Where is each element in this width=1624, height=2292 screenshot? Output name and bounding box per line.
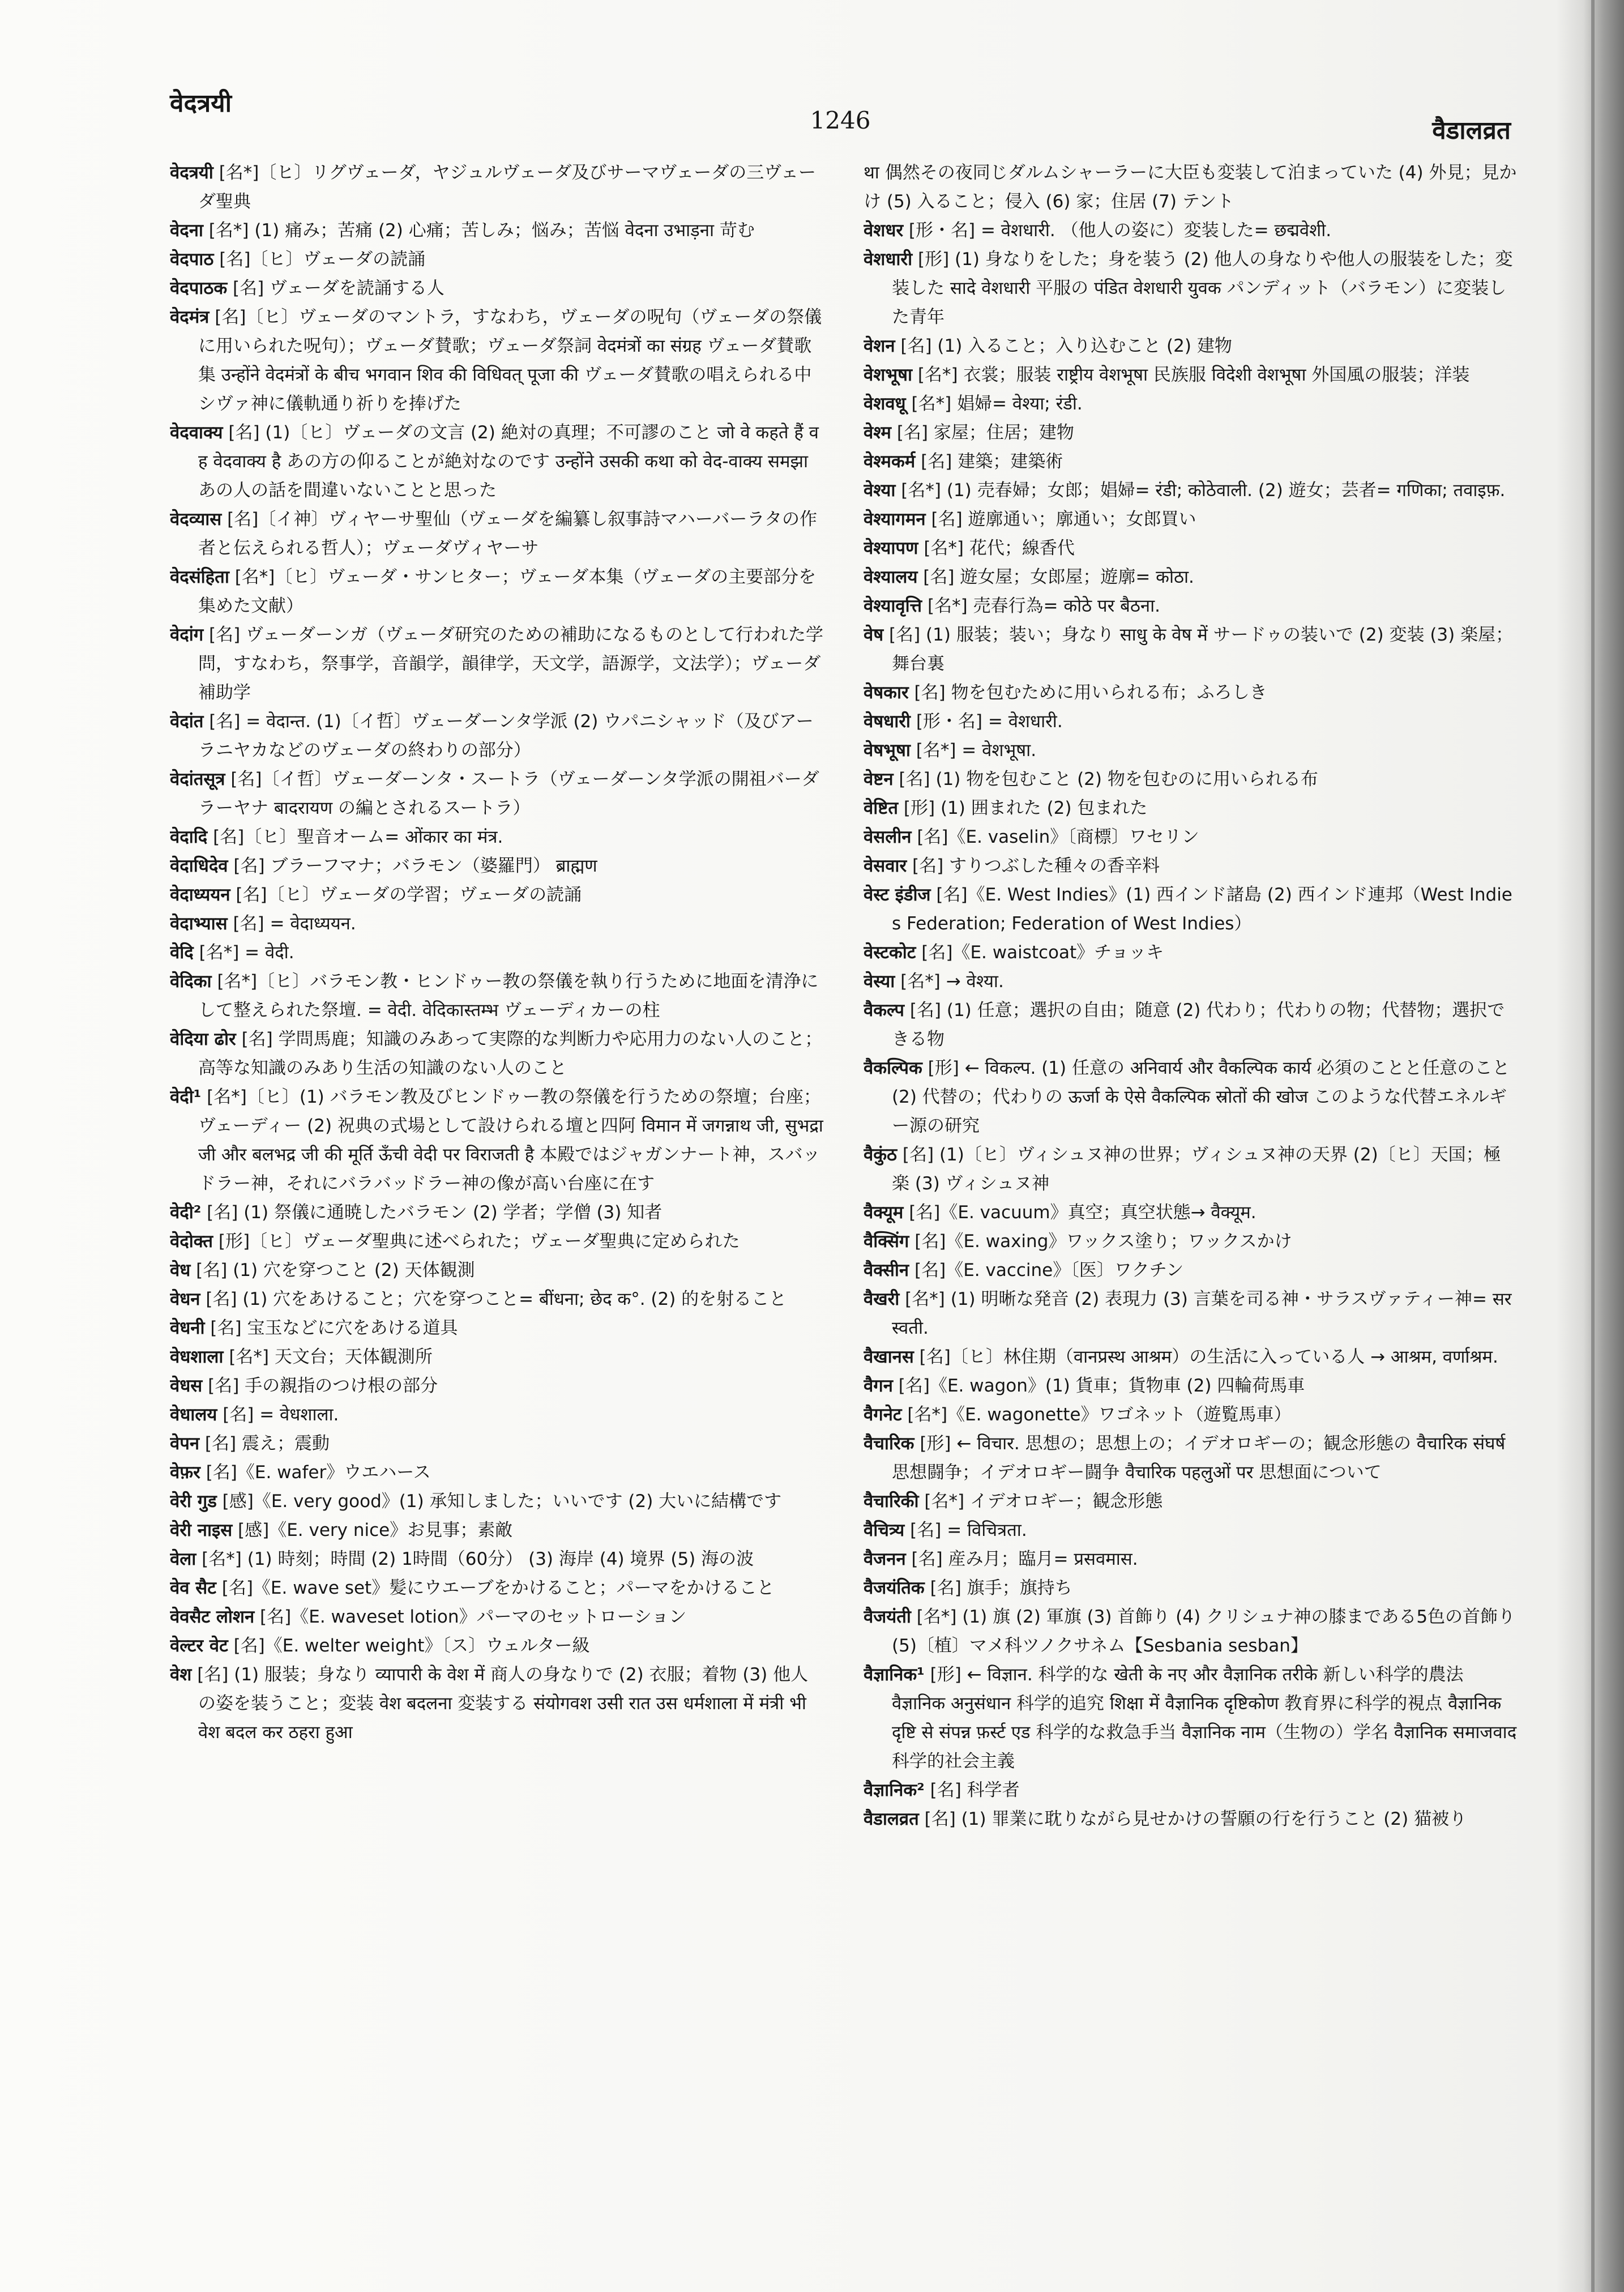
entry-headword: वेश (170, 1664, 192, 1685)
entry-definition: [名] 科学者 (930, 1780, 1020, 1800)
dictionary-entry (864, 852, 1518, 881)
entry-definition: [名*] 花代；線香代 (924, 538, 1075, 558)
dictionary-entry (864, 1343, 1518, 1372)
dictionary-columns (170, 159, 1518, 2265)
entry-definition: था 偶然その夜同じダルムシャーラーに大臣も変装して泊まっていた (4) 外見；見かけ (5) 入ること；侵入 (6) 家；住居 (7) テント (864, 163, 1517, 212)
dictionary-entry (864, 332, 1518, 361)
entry-headword: वैक्सीन (864, 1260, 909, 1281)
dictionary-entry (170, 216, 824, 245)
entry-definition: [名*] 娼婦= वेश्या; रंडी. (911, 394, 1083, 414)
entry-headword: वैडालव्रत (864, 1809, 919, 1829)
dictionary-entry (170, 1661, 824, 1747)
entry-definition: [名*]〔ヒ〕(1) バラモン教及びヒンドゥー教の祭儀を行うための祭壇；台座；ヴェーディー (2) 祝典の式場として設けられる壇と四阿 विमान में जगन्नाथ जी, सुभद्रा जी और बलभद्र जी की मूर्ति ऊँची वेदी पर विराजती है 本殿ではジャガンナート神，スバッドラー神，それにバラバッドラー神の像が高い台座に在す (198, 1087, 823, 1194)
dictionary-entry (170, 1516, 824, 1545)
entry-definition: [名] 遊女屋；女郎屋；遊廓= कोठा. (923, 567, 1194, 587)
entry-definition: [名] 産み月；臨月= प्रसवमास. (911, 1549, 1138, 1569)
dictionary-entry (864, 159, 1518, 216)
entry-definition: [名]《E. vaselin》〔商標〕ワセリン (917, 827, 1199, 847)
dictionary-entry (864, 678, 1518, 707)
dictionary-entry (170, 910, 824, 938)
entry-definition: [名]《E. waxing》ワックス塗り；ワックスかけ (914, 1231, 1292, 1252)
entry-definition: [感]《E. very good》(1) 承知しました；いいです (2) 大いに結構です (222, 1491, 782, 1512)
entry-headword: वैजयंती (864, 1607, 911, 1627)
entry-definition: [名] ブラーフマナ；バラモン（婆羅門） ब्राह्मण (233, 856, 597, 876)
entry-definition: [名]〔ヒ〕ヴェーダのマントラ，すなわち，ヴェーダの呪句（ヴェーダの祭儀に用いられた呪句）；ヴェーダ賛歌；ヴェーダ祭詞 वेदमंत्रों का संग्रह ヴェーダ賛歌集 उन्होंने वेदमंत्रों के बीच भगवान शिव की विधिवत् पूजा की ヴェーダ賛歌の唱えられる中シヴァ神に儀軌通り祈りを捧げた (198, 307, 822, 414)
entry-headword: वेदसंहिता (170, 567, 229, 587)
entry-definition: [名] ヴェーダーンガ（ヴェーダ研究のための補助になるものとして行われた学問，すなわち，祭事学，音韻学，韻律学，天文学，語源学，文法学）；ヴェーダ補助学 (198, 625, 823, 703)
entry-definition: [名] (1) 祭儀に通暁したバラモン (2) 学者；学僧 (3) 知者 (207, 1202, 663, 1223)
entry-definition: [名] (1) 穴をあけること；穴を穿つこと= बींधना; छेद क°. (2) 的を射ること (206, 1289, 787, 1309)
dictionary-entry (864, 1285, 1518, 1343)
entry-definition: [名] 手の親指のつけ根の部分 (208, 1376, 438, 1396)
entry-headword: वैजयंतिक (864, 1578, 925, 1598)
entry-headword: वेदांग (170, 625, 204, 645)
entry-definition: [形・名] = वेशधारी. （他人の姿に）変装した= छद्मवेशी. (908, 220, 1332, 241)
entry-definition: [名] (1) 罪業に耽りながら見せかけの誓願の行を行うこと (2) 猫被り (924, 1809, 1467, 1829)
entry-headword: वेधशाला (170, 1347, 224, 1367)
dictionary-entry (864, 621, 1518, 678)
entry-headword: वेशन (864, 336, 895, 356)
entry-definition: [名]〔イ哲〕ヴェーダーンタ・スートラ（ヴェーダーンタ学派の開祖バーダラーヤナ बादरायण の編とされるスートラ） (198, 769, 819, 818)
entry-definition: [名] = वेदान्त. (1)〔イ哲〕ヴェーダーンタ学派 (2) ウパニシャッド（及びアーラニヤカなどのヴェーダの終わりの部分） (198, 711, 814, 761)
entry-definition: [名] (1) 任意；選択の自由；随意 (2) 代わり；代わりの物；代替物；選択できる物 (892, 1000, 1505, 1049)
entry-definition: [名]《E. West Indies》(1) 西インド諸島 (2) 西インド連邦（West Indies Federation; Federation of West Indies） (892, 885, 1512, 934)
entry-definition: [名*] (1) 痛み；苦痛 (2) 心痛；苦しみ；悩み；苦悩 वेदना उभाड़ना 苛む (208, 220, 755, 241)
entry-headword: वैक्सिंग (864, 1231, 909, 1252)
dictionary-entry (170, 823, 824, 852)
dictionary-entry (864, 881, 1518, 938)
entry-headword: वेरी नाइस (170, 1520, 233, 1540)
dictionary-entry (170, 245, 824, 274)
entry-definition: [形] ← विचार. 思想の；思想上の；イデオロギーの；観念形態の वैचारिक संघर्ष 思想闘争；イデオロギー闘争 वैचारिक पहलुओं पर 思想面について (892, 1433, 1506, 1483)
entry-headword: वेरी गुड (170, 1491, 217, 1512)
entry-definition: [名] = विचित्रता. (910, 1520, 1027, 1540)
entry-definition: [名] すりつぶした種々の香辛料 (912, 856, 1160, 876)
entry-definition: [名] = वेदाध्ययन. (233, 914, 356, 934)
dictionary-entry (864, 476, 1518, 505)
entry-headword: वेला (170, 1549, 196, 1569)
entry-definition: [名] 遊廓通い；廓通い；女郎買い (931, 509, 1196, 530)
entry-headword: वेदादि (170, 827, 208, 847)
entry-definition: [名] = वेधशाला. (223, 1405, 339, 1425)
dictionary-entry (864, 1054, 1518, 1141)
entry-headword: वेश्यापण (864, 538, 918, 558)
dictionary-entry (170, 1227, 824, 1256)
dictionary-entry (170, 1256, 824, 1285)
dictionary-entry (170, 274, 824, 303)
dictionary-entry (864, 419, 1518, 447)
entry-definition: [名*]〔ヒ〕バラモン教・ヒンドゥー教の祭儀を執り行うために地面を清浄にして整えられた祭壇. = वेदी. वेदिकास्तम्भ ヴェーディカーの柱 (198, 971, 819, 1021)
dictionary-entry (864, 216, 1518, 245)
entry-definition: [名*]〔ヒ〕ヴェーダ・サンヒター；ヴェーダ本集（ヴェーダの主要部分を集めた文献） (198, 567, 817, 616)
dictionary-entry (864, 1516, 1518, 1545)
dictionary-entry (170, 419, 824, 505)
entry-headword: वेश्यावृत्ति (864, 596, 922, 616)
entry-definition: [名*]〔ヒ〕リグヴェーダ，ヤジュルヴェーダ及びサーマヴェーダの三ヴェーダ聖典 (198, 163, 817, 212)
dictionary-entry (864, 1401, 1518, 1429)
entry-definition: [名] (1)〔ヒ〕ヴェーダの文言 (2) 絶対の真理；不可謬のこと जो वे कहते हैं वह वेदवाक्य है あの方の仰ることが絶対なのです उन्होंने उसकी कथा को वेद-वाक्य समझा あの人の話を間違いないことと思った (198, 422, 819, 501)
entry-headword: वेदी² (170, 1202, 202, 1223)
entry-headword: वेदवाक्य (170, 422, 223, 443)
entry-headword: वैकल्प (864, 1000, 904, 1021)
entry-definition: [名] 学問馬鹿；知識のみあって実際的な判断力や応用力のない人のこと；高等な知識のみあり生活の知識のない人のこと (198, 1029, 823, 1078)
entry-definition: [名] (1) 入ること；入り込むこと (2) 建物 (900, 336, 1232, 356)
entry-headword: वैखरी (864, 1289, 900, 1309)
entry-headword: वेश्यागमन (864, 509, 926, 530)
entry-definition: [名*] (1) 売春婦；女郎；娼婦= रंडी; कोठेवाली. (2) 遊女；芸者= गणिका; तवाइफ़. (901, 480, 1506, 501)
entry-definition: [形]〔ヒ〕ヴェーダ聖典に述べられた；ヴェーダ聖典に定められた (218, 1231, 740, 1252)
dictionary-entry (170, 1458, 824, 1487)
entry-definition: [名*] = वेशभूषा. (916, 740, 1037, 761)
entry-definition: [名]《E. welter weight》〔ス〕ウェルター級 (233, 1636, 590, 1656)
entry-headword: वेशधारी (864, 249, 913, 270)
entry-headword: वेदोक्त (170, 1231, 213, 1252)
entry-definition: [名*] (1) 明晰な発音 (2) 表現力 (3) 言葉を司る神・サラスヴァティー神= सरस्वती. (892, 1289, 1512, 1338)
entry-headword: वैगनेट (864, 1405, 902, 1425)
dictionary-entry (170, 1372, 824, 1401)
dictionary-entry (170, 505, 824, 563)
guide-word-left: वेदत्रयी (170, 89, 232, 118)
entry-headword: वेसवार (864, 856, 907, 876)
dictionary-entry (170, 852, 824, 881)
entry-headword: वेधनी (170, 1318, 205, 1338)
entry-definition: [名*]《E. wagonette》ワゴネット（遊覧馬車） (907, 1405, 1292, 1425)
entry-headword: वेदिका (170, 971, 212, 992)
entry-definition: [名]〔ヒ〕ヴェーダの読誦 (219, 249, 426, 270)
entry-definition: [形・名] = वेशधारी. (916, 711, 1063, 732)
entry-definition: [名] (1) 服装；装い；身なり साधु के वेष में サードゥの装いで (2) 変装 (3) 楽屋；舞台裏 (889, 625, 1514, 674)
dictionary-entry (170, 1574, 824, 1603)
entry-headword: वेदव्यास (170, 509, 222, 530)
entry-headword: वेश्मकर्म (864, 451, 916, 472)
entry-definition: [形] ← विज्ञान. 科学的な खेती के नए और वैज्ञानिक तरीके 新しい科学的農法 वैज्ञानिक अनुसंधान 科学的追究 शिक्षा में वैज्ञानिक दृष्टिकोण 教育界に科学的視点 वैज्ञानिक दृष्टि से संपन्न फ़र्स्ट एड 科学的な救急手当 वैज्ञानिक नाम（生物の）学名 वैज्ञानिक समाजवाद 科学的社会主義 (892, 1664, 1517, 1772)
entry-headword: वेधस (170, 1376, 203, 1396)
entry-headword: वैचारिकी (864, 1491, 919, 1512)
entry-definition: [名]〔ヒ〕林住期（वानप्रस्थ आश्रम）の生活に入っている人 → आश्रम, वर्णाश्रम. (919, 1347, 1498, 1367)
entry-headword: वेदिया ढोर (170, 1029, 236, 1049)
entry-headword: वेदांतसूत्र (170, 769, 225, 789)
entry-definition: [名] (1) 穴を穿つこと (2) 天体観測 (196, 1260, 475, 1281)
entry-definition: [名*] 天文台；天体観測所 (229, 1347, 433, 1367)
entry-headword: वेष (864, 625, 884, 645)
entry-definition: [名]《E. vacuum》真空；真空状態→ वैक्यूम. (909, 1202, 1257, 1223)
page-header (170, 85, 1511, 147)
dictionary-entry (864, 823, 1518, 852)
entry-headword: वेधन (170, 1289, 200, 1309)
dictionary-entry (864, 245, 1518, 332)
entry-definition: [名*] = वेदी. (199, 942, 294, 963)
entry-headword: वेसलीन (864, 827, 912, 847)
entry-definition: [名]〔ヒ〕ヴェーダの学習；ヴェーダの読誦 (236, 885, 582, 905)
entry-headword: वेषधारी (864, 711, 911, 732)
dictionary-entry (864, 1603, 1518, 1661)
entry-headword: वेश्यालय (864, 567, 918, 587)
entry-definition: [名*] 衣裳；服装 राष्ट्रीय वेशभूषा 民族服 विदेशी वेशभूषा 外国風の服装；洋装 (917, 365, 1470, 385)
dictionary-entry (864, 1227, 1518, 1256)
dictionary-entry (170, 1401, 824, 1429)
entry-headword: वेधालय (170, 1405, 217, 1425)
entry-definition: [名] 震え；震動 (204, 1433, 330, 1454)
entry-definition: [名]〔ヒ〕聖音オーム= ओंकार का मंत्र. (213, 827, 503, 847)
left-column (170, 159, 824, 2265)
entry-definition: [名] (1) 服装；身なり व्यापारी के वेश में 商人の身なりで (2) 衣服；着物 (3) 他人の姿を装うこと；変装 वेश बदलना 変装する संयोगवश उसी रात उस धर्मशाला में मंत्री भी वेश बदल कर ठहरा हुआ (197, 1664, 809, 1743)
dictionary-entry (170, 1545, 824, 1574)
entry-definition: [名] (1)〔ヒ〕ヴィシュヌ神の世界；ヴィシュヌ神の天界 (2)〔ヒ〕天国；極楽 (3) ヴィシュヌ神 (892, 1145, 1501, 1194)
entry-definition: [形] (1) 身なりをした；身を装う (2) 他人の身なりや他人の服装をした；変装した सादे वेशधारी 平服の पंडित वेशधारी युवक パンディット（バラモン）に変装した青年 (892, 249, 1513, 327)
entry-headword: वेदाधिदेव (170, 856, 228, 876)
entry-headword: वैक्यूम (864, 1202, 904, 1223)
entry-definition: [名*] (1) 時刻；時間 (2) 1時間（60分） (3) 海岸 (4) 境界 (5) 海の波 (202, 1549, 754, 1569)
dictionary-entry (170, 1429, 824, 1458)
entry-headword: वेदत्रयी (170, 163, 213, 183)
dictionary-entry (864, 563, 1518, 592)
entry-headword: वैचित्र्य (864, 1520, 905, 1540)
entry-definition: [名*] 売春行為= कोठे पर बैठना. (927, 596, 1160, 616)
dictionary-entry (170, 1343, 824, 1372)
entry-headword: वेष्टित (864, 798, 899, 818)
entry-headword: वेशभूषा (864, 365, 913, 385)
dictionary-entry (864, 1198, 1518, 1227)
dictionary-entry (864, 1661, 1518, 1776)
entry-headword: वैकल्पिक (864, 1058, 922, 1078)
entry-headword: वैगन (864, 1376, 893, 1396)
entry-headword: वेस्ट इंडीज (864, 885, 931, 905)
dictionary-entry (170, 621, 824, 707)
dictionary-entry (170, 1487, 824, 1516)
entry-definition: [名] 宝玉などに穴をあける道具 (210, 1318, 458, 1338)
entry-headword: वेदमंत्र (170, 307, 210, 327)
entry-definition: [名] 家屋；住居；建物 (896, 422, 1074, 443)
entry-headword: वेशवधू (864, 394, 906, 414)
dictionary-entry (864, 1372, 1518, 1401)
dictionary-entry (170, 938, 824, 967)
entry-headword: वेदाध्ययन (170, 885, 230, 905)
entry-definition: [名]《E. wagon》(1) 貨車；貨物車 (2) 四輪荷馬車 (898, 1376, 1305, 1396)
dictionary-entry (170, 765, 824, 823)
entry-definition: [名*] (1) 旗 (2) 軍旗 (3) 首飾り (4) クリシュナ神の膝まである5色の首飾り (5)〔植〕マメ科ツノクサネム【Sesbania sesban】 (892, 1607, 1516, 1656)
entry-headword: वैखानस (864, 1347, 914, 1367)
dictionary-entry (864, 736, 1518, 765)
entry-definition: [名]〔イ神〕ヴィヤーサ聖仙（ヴェーダを編纂し叙事詩マハーバーラタの作者と伝えられる哲人）；ヴェーダヴィヤーサ (198, 509, 818, 558)
entry-headword: वैचारिक (864, 1433, 914, 1454)
dictionary-entry (170, 303, 824, 419)
entry-headword: वेस्टकोट (864, 942, 916, 963)
dictionary-entry (170, 563, 824, 621)
entry-definition: [名] 建築；建築術 (921, 451, 1063, 472)
dictionary-entry (864, 505, 1518, 534)
dictionary-entry (864, 765, 1518, 794)
entry-definition: [感]《E. very nice》お見事；素敵 (238, 1520, 513, 1540)
dictionary-entry (864, 1141, 1518, 1198)
dictionary-entry (170, 1314, 824, 1343)
dictionary-entry (170, 1285, 824, 1314)
page-number: 1246 (810, 106, 871, 134)
dictionary-entry (170, 967, 824, 1025)
dictionary-entry (170, 1198, 824, 1227)
dictionary-entry (170, 1025, 824, 1083)
entry-headword: वेदना (170, 220, 203, 241)
entry-definition: [名*] → वेश्या. (900, 971, 1004, 992)
guide-word-right: वैडालव्रत (1432, 116, 1511, 145)
dictionary-entry (864, 534, 1518, 563)
entry-definition: [形] (1) 囲まれた (2) 包まれた (903, 798, 1148, 818)
entry-definition: [名]《E. wafer》ウエハース (206, 1462, 431, 1483)
dictionary-entry (170, 1603, 824, 1632)
dictionary-entry (864, 390, 1518, 419)
dictionary-entry (170, 707, 824, 765)
dictionary-entry (864, 1545, 1518, 1574)
entry-definition: [名]《E. vaccine》〔医〕ワクチン (914, 1260, 1184, 1281)
dictionary-entry (864, 1805, 1518, 1834)
dictionary-entry (864, 447, 1518, 476)
entry-headword: वेदि (170, 942, 194, 963)
entry-headword: वेदी¹ (170, 1087, 202, 1107)
dictionary-entry (864, 938, 1518, 967)
entry-headword: वेश्म (864, 422, 891, 443)
entry-headword: वेषभूषा (864, 740, 911, 761)
entry-headword: वेवसैट लोशन (170, 1607, 255, 1627)
entry-headword: वेस्या (864, 971, 895, 992)
entry-headword: वेदपाठक (170, 278, 228, 298)
entry-definition: [名]《E. wave set》髪にウエーブをかけること；パーマをかけること (221, 1578, 775, 1598)
dictionary-entry (864, 967, 1518, 996)
entry-headword: वैज्ञानिक¹ (864, 1664, 925, 1685)
page-binding-shadow (1556, 0, 1624, 2292)
dictionary-entry (864, 707, 1518, 736)
entry-headword: वैज्ञानिक² (864, 1780, 925, 1800)
entry-headword: वेदाभ्यास (170, 914, 228, 934)
entry-headword: वेशधर (864, 220, 904, 241)
entry-headword: वैजनन (864, 1549, 906, 1569)
dictionary-entry (170, 881, 824, 910)
entry-headword: वेष्टन (864, 769, 894, 789)
dictionary-entry (864, 361, 1518, 390)
entry-definition: [名] 旗手；旗持ち (930, 1578, 1072, 1598)
right-column (864, 159, 1518, 2265)
entry-headword: वेश्या (864, 480, 896, 501)
dictionary-entry (864, 794, 1518, 823)
dictionary-entry (170, 1083, 824, 1198)
dictionary-entry (864, 1574, 1518, 1603)
dictionary-entry (864, 1256, 1518, 1285)
entry-definition: [形] ← विकल्प. (1) 任意の अनिवार्य और वैकल्पिक कार्य 必須のことと任意のこと (2) 代替の；代わりの ऊर्जा के ऐसे वैकल्पिक स्रोतों की खोज このような代替エネルギー源の研究 (892, 1058, 1510, 1136)
entry-headword: वेल्टर वेट (170, 1636, 228, 1656)
entry-headword: वेफ़र (170, 1462, 200, 1483)
entry-definition: [名] (1) 物を包むこと (2) 物を包むのに用いられる布 (899, 769, 1318, 789)
entry-definition: [名]《E. waveset lotion》パーマのセットローション (260, 1607, 687, 1627)
entry-definition: [名] ヴェーダを読誦する人 (233, 278, 445, 298)
entry-definition: [名] 物を包むために用いられる布；ふろしき (914, 682, 1267, 703)
entry-headword: वेव सैट (170, 1578, 216, 1598)
dictionary-entry (170, 159, 824, 216)
dictionary-entry (864, 996, 1518, 1054)
entry-headword: वेध (170, 1260, 191, 1281)
dictionary-entry (864, 1487, 1518, 1516)
dictionary-entry (864, 1429, 1518, 1487)
dictionary-entry (864, 592, 1518, 621)
entry-definition: [名]《E. waistcoat》チョッキ (921, 942, 1164, 963)
dictionary-entry (864, 1776, 1518, 1805)
entry-headword: वेषकार (864, 682, 909, 703)
entry-headword: वेदांत (170, 711, 204, 732)
entry-headword: वैकुंठ (864, 1145, 898, 1165)
entry-definition: [名*] イデオロギー；観念形態 (924, 1491, 1163, 1512)
entry-headword: वेदपाठ (170, 249, 214, 270)
dictionary-entry (170, 1632, 824, 1661)
entry-headword: वेपन (170, 1433, 200, 1454)
